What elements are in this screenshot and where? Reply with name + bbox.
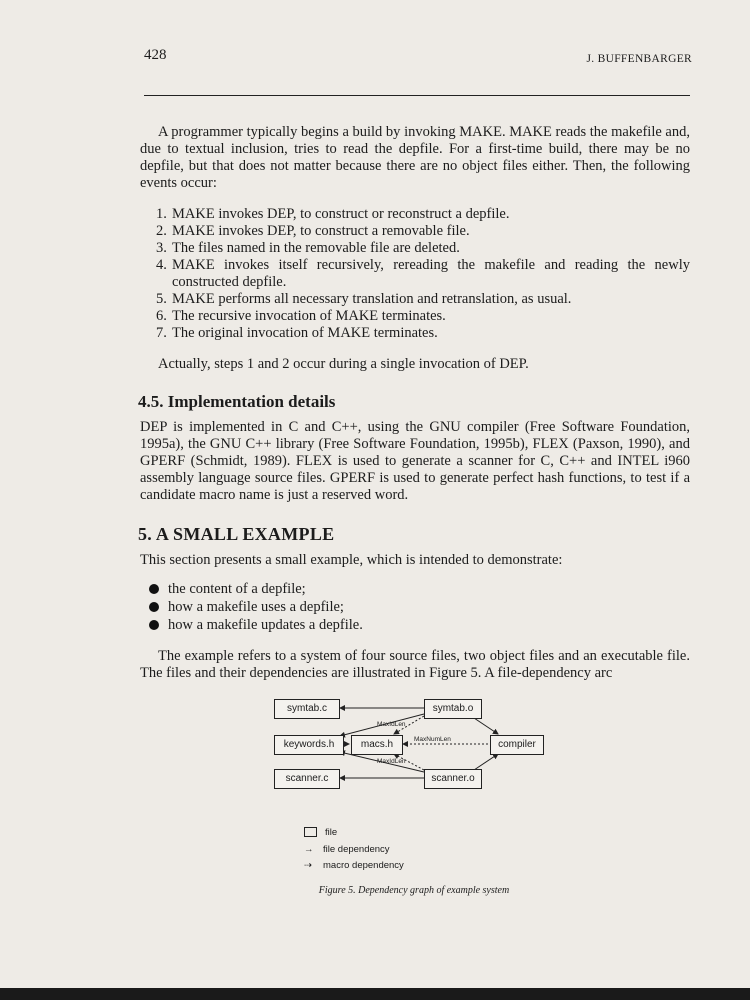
- list-item: 7. The original invocation of MAKE terminates.: [156, 325, 438, 341]
- intro-paragraph: A programmer typically begins a build by invoking MAKE. MAKE reads the makefile and, due to textual inclusion, tries to read the depfile. For a first-time build, there may be no depfile, but that does not matter because there are no object files either. Then, the following events occur:: [140, 124, 690, 191]
- bullet-icon: [149, 602, 159, 612]
- list-item: 4. MAKE invokes itself recursively, rereading the makefile and reading the newly constructed depfile.: [156, 257, 690, 290]
- list-item: how a makefile uses a depfile;: [140, 598, 363, 616]
- bullet-icon: [149, 620, 159, 630]
- node-macs-h: macs.h: [351, 735, 403, 755]
- build-steps-list: [140, 206, 690, 342]
- figure-caption: Figure 5. Dependency graph of example system: [318, 885, 510, 896]
- node-keywords-h: keywords.h: [274, 735, 344, 755]
- list-item: 5. MAKE performs all necessary translation and retranslation, as usual.: [156, 291, 572, 307]
- legend-macro-dependency: ⇢ macro dependency: [304, 860, 404, 871]
- list-item: 2. MAKE invokes DEP, to construct a removable file.: [156, 223, 470, 239]
- steps-note: Actually, steps 1 and 2 occur during a single invocation of DEP.: [158, 356, 529, 372]
- bullet-icon: [149, 584, 159, 594]
- header-rule: [144, 95, 690, 96]
- legend-file: file: [304, 827, 337, 838]
- page-number: 428: [144, 47, 167, 63]
- list-item: 3. The files named in the removable file are deleted.: [156, 240, 460, 256]
- edge-label-maxidlen-bottom: MaxIdLen: [377, 758, 406, 765]
- dotted-arrow-icon: ⇢: [304, 860, 312, 871]
- solid-arrow-icon: →: [304, 844, 314, 855]
- node-symtab-c: symtab.c: [274, 699, 340, 719]
- dependency-figure: [264, 694, 564, 896]
- edge-label-maxidlen-top: MaxIdLen: [377, 721, 406, 728]
- section-heading-small-example: 5. A SMALL EXAMPLE: [138, 524, 335, 544]
- node-scanner-o: scanner.o: [424, 769, 482, 789]
- node-symtab-o: symtab.o: [424, 699, 482, 719]
- section-heading-implementation: 4.5. Implementation details: [138, 392, 336, 411]
- list-item: 6. The recursive invocation of MAKE terminates.: [156, 308, 446, 324]
- running-head: J. BUFFENBARGER: [586, 53, 692, 65]
- list-item: how a makefile updates a depfile.: [140, 616, 363, 634]
- legend-file-dependency: → file dependency: [304, 844, 390, 855]
- edge-scanner-o-to-compiler: [474, 754, 498, 770]
- list-item: 1. MAKE invokes DEP, to construct or reconstruct a depfile.: [156, 206, 510, 222]
- node-compiler: compiler: [490, 735, 544, 755]
- node-scanner-c: scanner.c: [274, 769, 340, 789]
- edge-label-maxnumlen: MaxNumLen: [414, 736, 451, 743]
- example-intro: This section presents a small example, which is intended to demonstrate:: [140, 552, 563, 568]
- demo-bullet-list: [140, 580, 363, 634]
- edge-symtab-o-to-compiler: [474, 718, 498, 734]
- list-item: the content of a depfile;: [140, 580, 363, 598]
- implementation-paragraph: DEP is implemented in C and C++, using the GNU compiler (Free Software Foundation, 1995a), the GNU C++ library (Free Software Foundation, 1995b), FLEX (Paxson, 1990), and GPERF (Schmidt, 1989). FLEX is used to generate a scanner for C, C++ and INTEL i960 assembly language source files. GPERF is used to generate perfect hash functions, to test if a candidate macro name is just a reserved word.: [140, 419, 690, 503]
- scan-edge-shadow: [0, 988, 750, 1000]
- dependency-edges: [264, 694, 564, 884]
- example-paragraph: The example refers to a system of four source files, two object files and an executable file. The files and their dependencies are illustrated in Figure 5. A file-dependency arc: [140, 648, 690, 681]
- file-box-icon: [304, 827, 317, 837]
